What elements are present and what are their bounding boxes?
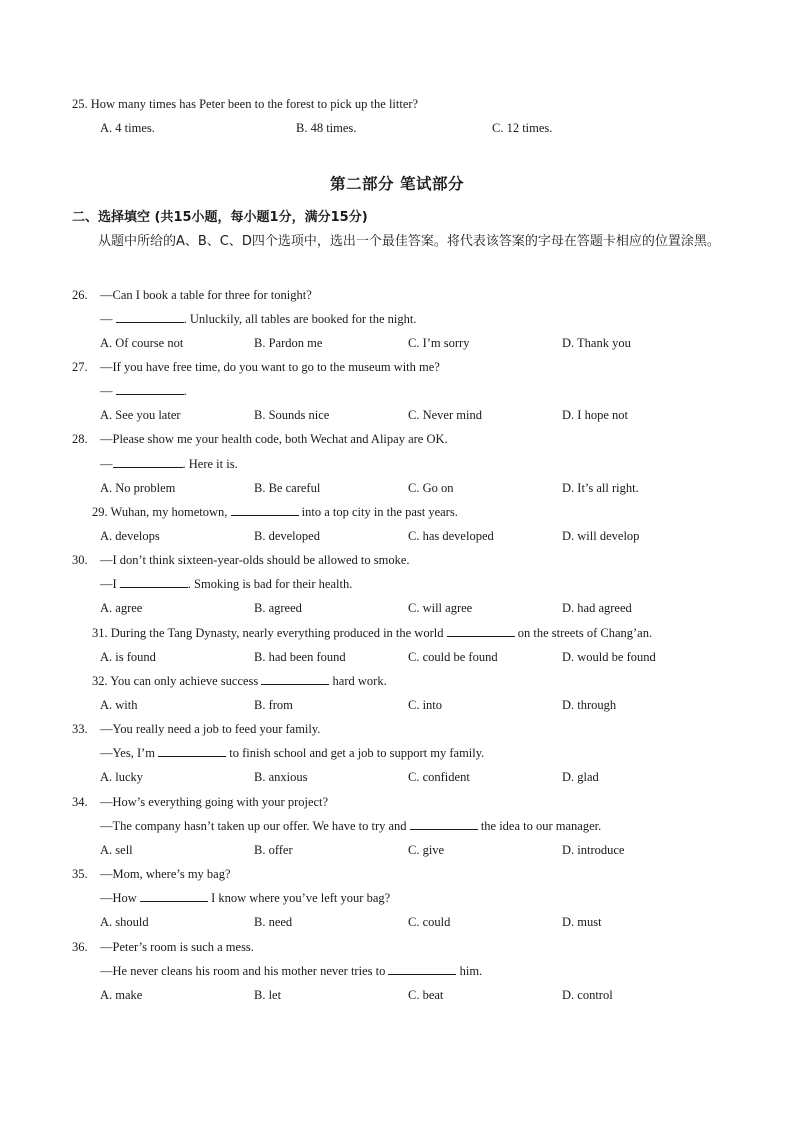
- option-a: A. lucky: [100, 770, 144, 784]
- option-d: D. had agreed: [562, 601, 632, 615]
- option-d: D. must: [562, 915, 602, 929]
- option-c: C. 12 times.: [492, 121, 553, 135]
- option-c: C. Go on: [408, 481, 454, 495]
- answer-blank: [140, 890, 208, 902]
- option-c: C. beat: [408, 988, 444, 1002]
- option-b: B. Be careful: [254, 481, 321, 495]
- question-line-with-blank: [100, 311, 416, 327]
- question-line: —If you have free time, do you want to go to the museum with me?: [100, 360, 440, 374]
- line-suffix: .: [183, 384, 187, 398]
- question-number: 27.: [72, 360, 88, 374]
- option-b: B. let: [254, 988, 282, 1002]
- section-heading: 二、选择填空 (共15小题，每小题1分，满分15分): [72, 210, 368, 225]
- option-c: C. could: [408, 915, 451, 929]
- option-c: C. will agree: [408, 601, 473, 615]
- line-prefix: —: [100, 384, 113, 398]
- question-number: 28.: [72, 432, 88, 446]
- option-b: B. need: [254, 915, 293, 929]
- line-prefix: 31. During the Tang Dynasty, nearly everything produced in the world: [92, 626, 444, 640]
- option-d: D. It’s all right.: [562, 481, 639, 495]
- line-suffix: on the streets of Chang’an.: [517, 626, 653, 640]
- question-line: —Peter’s room is such a mess.: [100, 940, 254, 954]
- line-suffix: hard work.: [332, 674, 387, 688]
- question-line-with-blank: [100, 818, 601, 834]
- option-d: D. would be found: [562, 650, 656, 664]
- option-d: D. glad: [562, 770, 599, 784]
- option-c: C. into: [408, 698, 443, 712]
- line-suffix: the idea to our manager.: [480, 819, 602, 833]
- option-c: C. could be found: [408, 650, 498, 664]
- question-line: —You really need a job to feed your family.: [100, 722, 321, 736]
- option-a: A. 4 times.: [100, 121, 155, 135]
- question-number: 36.: [72, 940, 88, 954]
- question-number: 34.: [72, 795, 88, 809]
- option-b: B. anxious: [254, 770, 308, 784]
- line-suffix: . Here it is.: [182, 457, 238, 471]
- answer-blank: [120, 576, 188, 588]
- option-c: C. has developed: [408, 529, 494, 543]
- option-a: A. agree: [100, 601, 143, 615]
- question-line-with-blank: [100, 745, 484, 761]
- answer-blank: [388, 963, 456, 975]
- option-b: B. offer: [254, 843, 293, 857]
- option-d: D. through: [562, 698, 617, 712]
- line-suffix: I know where you’ve left your bag?: [211, 891, 391, 905]
- question-number: 35.: [72, 867, 88, 881]
- line-prefix: —How: [100, 891, 137, 905]
- option-a: A. No problem: [100, 481, 176, 495]
- question-line-with-blank: [100, 963, 482, 979]
- question-line-with-blank: [100, 383, 187, 399]
- question-line-with-blank: [100, 890, 390, 906]
- option-a: A. with: [100, 698, 138, 712]
- option-b: B. Sounds nice: [254, 408, 330, 422]
- option-c: C. Never mind: [408, 408, 482, 422]
- option-b: B. had been found: [254, 650, 346, 664]
- answer-blank: [447, 625, 515, 637]
- answer-blank: [116, 383, 184, 395]
- question-line: —Please show me your health code, both Wechat and Alipay are OK.: [100, 432, 448, 446]
- part-title: 第二部分 笔试部分: [330, 175, 464, 193]
- option-a: A. make: [100, 988, 143, 1002]
- line-suffix: . Smoking is bad for their health.: [187, 577, 353, 591]
- question-number: 26.: [72, 288, 88, 302]
- option-b: B. Pardon me: [254, 336, 323, 350]
- option-b: B. developed: [254, 529, 320, 543]
- line-prefix: —He never cleans his room and his mother never tries to: [100, 964, 386, 978]
- answer-blank: [158, 745, 226, 757]
- answer-blank: [231, 504, 299, 516]
- option-c: C. give: [408, 843, 445, 857]
- option-d: D. control: [562, 988, 613, 1002]
- question-line-with-blank: [92, 504, 458, 520]
- question-line-with-blank: [92, 673, 387, 689]
- option-a: A. develops: [100, 529, 160, 543]
- option-c: C. I’m sorry: [408, 336, 470, 350]
- line-prefix: —: [100, 312, 113, 326]
- question-line-with-blank: [100, 456, 238, 472]
- option-a: A. should: [100, 915, 149, 929]
- line-prefix: —I: [100, 577, 117, 591]
- option-d: D. Thank you: [562, 336, 631, 350]
- answer-blank: [410, 818, 478, 830]
- line-prefix: —Yes, I’m: [100, 746, 155, 760]
- option-a: A. is found: [100, 650, 156, 664]
- option-c: C. confident: [408, 770, 470, 784]
- question-25-stem: 25. How many times has Peter been to the forest to pick up the litter?: [72, 97, 419, 111]
- option-a: A. sell: [100, 843, 133, 857]
- answer-blank: [261, 673, 329, 685]
- option-d: D. will develop: [562, 529, 640, 543]
- question-line-with-blank: [100, 576, 352, 592]
- option-b: B. 48 times.: [296, 121, 357, 135]
- line-suffix: . Unluckily, all tables are booked for the night.: [183, 312, 417, 326]
- question-line: —How’s everything going with your project?: [100, 795, 329, 809]
- option-b: B. agreed: [254, 601, 302, 615]
- line-prefix: 32. You can only achieve success: [92, 674, 259, 688]
- instruction-text: 从题中所给的A、B、C、D四个选项中，选出一个最佳答案。将代表该答案的字母在答题卡相应的位置涂黑。: [98, 234, 720, 249]
- question-line: —I don’t think sixteen-year-olds should be allowed to smoke.: [100, 553, 410, 567]
- option-b: B. from: [254, 698, 293, 712]
- question-line: —Mom, where’s my bag?: [100, 867, 231, 881]
- line-prefix: 29. Wuhan, my hometown,: [92, 505, 228, 519]
- question-line-with-blank: [92, 625, 652, 641]
- line-prefix: —: [100, 457, 113, 471]
- option-a: A. See you later: [100, 408, 181, 422]
- line-suffix: into a top city in the past years.: [301, 505, 458, 519]
- option-d: D. I hope not: [562, 408, 628, 422]
- option-a: A. Of course not: [100, 336, 184, 350]
- option-d: D. introduce: [562, 843, 625, 857]
- line-suffix: him.: [459, 964, 483, 978]
- question-line: —Can I book a table for three for tonight?: [100, 288, 312, 302]
- answer-blank: [113, 456, 183, 468]
- answer-blank: [116, 311, 184, 323]
- question-number: 30.: [72, 553, 88, 567]
- line-suffix: to finish school and get a job to support my family.: [229, 746, 485, 760]
- line-prefix: —The company hasn’t taken up our offer. We have to try and: [100, 819, 407, 833]
- question-number: 33.: [72, 722, 88, 736]
